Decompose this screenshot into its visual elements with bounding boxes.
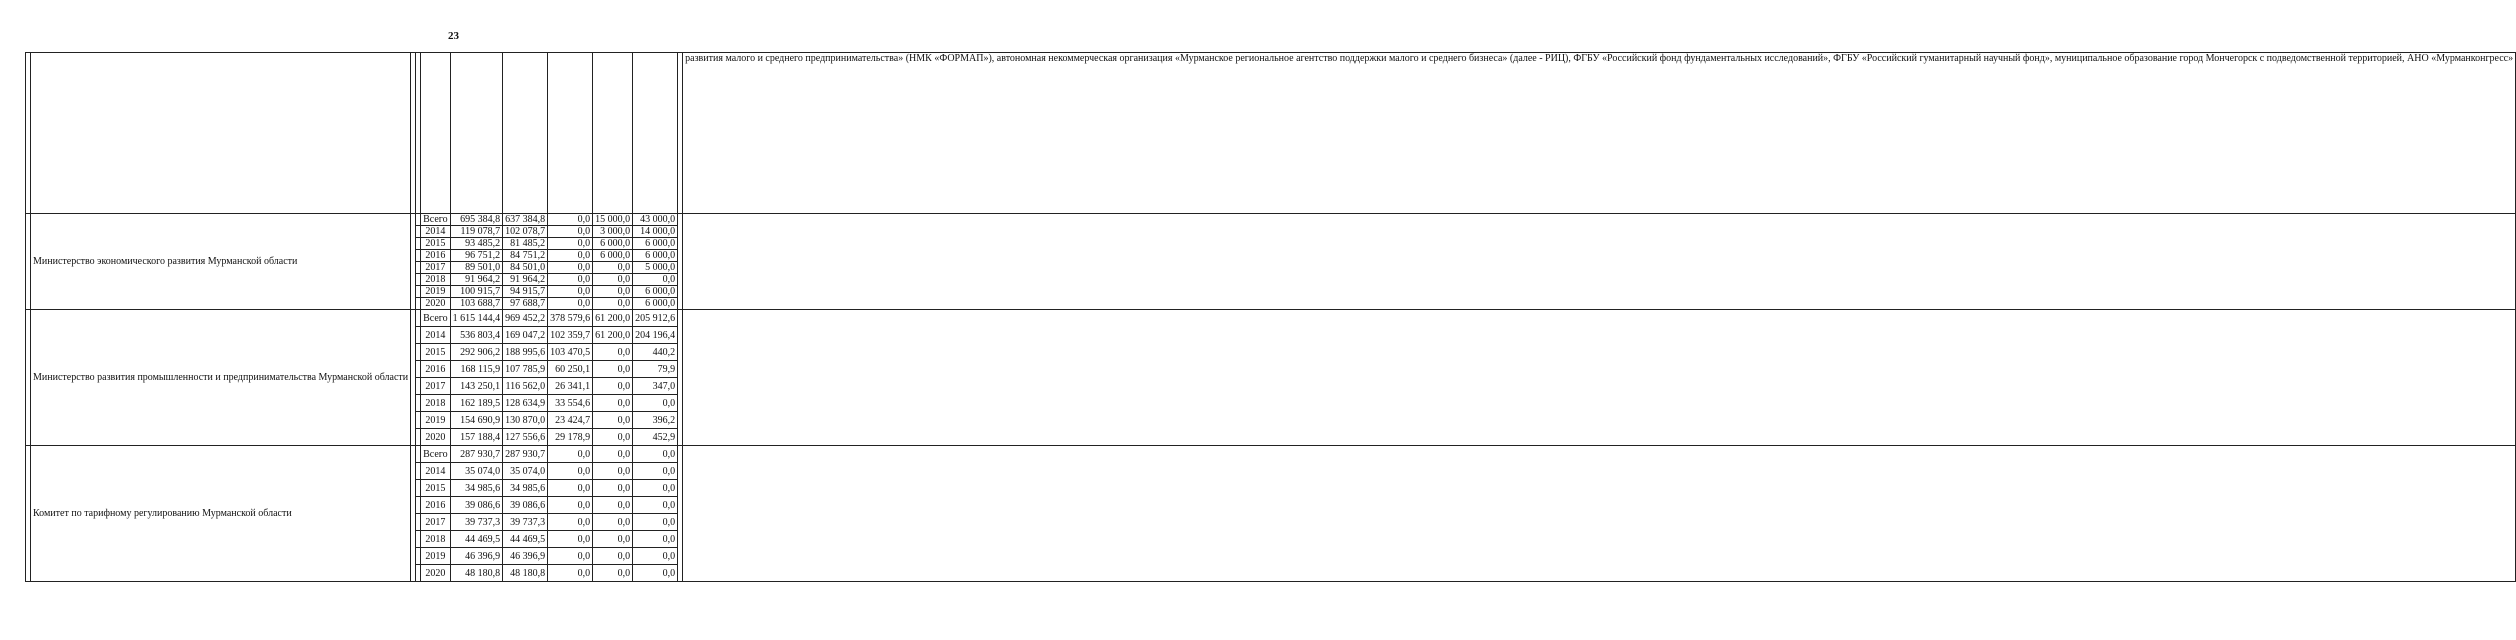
amount-cell: 0,0 (593, 480, 633, 497)
amount-cell: 0,0 (593, 446, 633, 463)
amount-cell: 0,0 (548, 238, 593, 250)
amount-cell: 61 200,0 (593, 310, 633, 327)
amount-cell: 0,0 (548, 250, 593, 262)
amount-cell: 154 690,9 (450, 412, 503, 429)
amount-cell: 79,9 (633, 361, 678, 378)
amount-cell: 969 452,2 (503, 310, 548, 327)
amount-cell: 6 000,0 (633, 250, 678, 262)
amount-cell: 61 200,0 (593, 327, 633, 344)
amount-cell: 0,0 (593, 412, 633, 429)
amount-cell: 48 180,8 (450, 565, 503, 582)
amount-cell: 0,0 (548, 565, 593, 582)
year-cell: 2017 (421, 378, 451, 395)
amount-cell: 169 047,2 (503, 327, 548, 344)
year-cell: 2014 (421, 327, 451, 344)
amount-cell: 48 180,8 (503, 565, 548, 582)
org-name: Комитет по тарифному регулированию Мурманской области (31, 446, 411, 582)
amount-cell: 44 469,5 (503, 531, 548, 548)
amount-cell: 0,0 (548, 262, 593, 274)
amount-cell: 205 912,6 (633, 310, 678, 327)
amount-cell: 637 384,8 (503, 214, 548, 226)
amount-cell: 128 634,9 (503, 395, 548, 412)
org-name: Министерство экономического развития Мурманской области (31, 214, 411, 310)
amount-cell: 84 751,2 (503, 250, 548, 262)
amount-cell: 0,0 (593, 531, 633, 548)
amount-cell: 378 579,6 (548, 310, 593, 327)
amount-cell: 43 000,0 (633, 214, 678, 226)
table-row (26, 446, 2516, 463)
amount-cell: 107 785,9 (503, 361, 548, 378)
amount-cell: 0,0 (548, 463, 593, 480)
amount-cell: 0,0 (548, 214, 593, 226)
year-cell: Всего (421, 214, 451, 226)
amount-cell: 0,0 (593, 497, 633, 514)
year-cell: 2019 (421, 286, 451, 298)
amount-cell: 204 196,4 (633, 327, 678, 344)
amount-cell: 84 501,0 (503, 262, 548, 274)
year-cell: 2020 (421, 429, 451, 446)
amount-cell: 143 250,1 (450, 378, 503, 395)
year-cell: 2015 (421, 344, 451, 361)
year-cell: 2014 (421, 226, 451, 238)
amount-cell: 29 178,9 (548, 429, 593, 446)
amount-cell: 0,0 (633, 565, 678, 582)
amount-cell: 396,2 (633, 412, 678, 429)
amount-cell: 89 501,0 (450, 262, 503, 274)
amount-cell: 168 115,9 (450, 361, 503, 378)
year-cell: 2016 (421, 361, 451, 378)
amount-cell: 0,0 (633, 395, 678, 412)
amount-cell: 0,0 (633, 514, 678, 531)
year-cell: 2018 (421, 395, 451, 412)
cell-empty (633, 53, 678, 214)
amount-cell: 0,0 (593, 395, 633, 412)
year-cell: Всего (421, 446, 451, 463)
org-name: Министерство развития промышленности и предпринимательства Мурманской области (31, 310, 411, 446)
amount-cell: 97 688,7 (503, 298, 548, 310)
table-row (26, 310, 2516, 327)
year-cell: 2018 (421, 274, 451, 286)
cell-empty (683, 446, 2516, 582)
year-cell: 2015 (421, 238, 451, 250)
cell-empty (421, 53, 451, 214)
amount-cell: 33 554,6 (548, 395, 593, 412)
amount-cell: 119 078,7 (450, 226, 503, 238)
table-body (26, 53, 2516, 582)
amount-cell: 44 469,5 (450, 531, 503, 548)
cell-empty (593, 53, 633, 214)
amount-cell: 0,0 (593, 514, 633, 531)
amount-cell: 287 930,7 (503, 446, 548, 463)
amount-cell: 0,0 (633, 463, 678, 480)
amount-cell: 347,0 (633, 378, 678, 395)
amount-cell: 103 688,7 (450, 298, 503, 310)
cell-empty (450, 53, 503, 214)
amount-cell: 6 000,0 (633, 286, 678, 298)
amount-cell: 0,0 (548, 480, 593, 497)
amount-cell: 0,0 (593, 378, 633, 395)
amount-cell: 5 000,0 (633, 262, 678, 274)
amount-cell: 46 396,9 (450, 548, 503, 565)
amount-cell: 0,0 (593, 429, 633, 446)
amount-cell: 292 906,2 (450, 344, 503, 361)
amount-cell: 3 000,0 (593, 226, 633, 238)
amount-cell: 39 086,6 (503, 497, 548, 514)
amount-cell: 93 485,2 (450, 238, 503, 250)
year-cell: Всего (421, 310, 451, 327)
year-cell: 2018 (421, 531, 451, 548)
page-number: 23 (448, 30, 459, 42)
amount-cell: 452,9 (633, 429, 678, 446)
amount-cell: 536 803,4 (450, 327, 503, 344)
amount-cell: 188 995,6 (503, 344, 548, 361)
amount-cell: 695 384,8 (450, 214, 503, 226)
year-cell: 2017 (421, 514, 451, 531)
amount-cell: 0,0 (593, 361, 633, 378)
amount-cell: 6 000,0 (593, 238, 633, 250)
amount-cell: 39 737,3 (503, 514, 548, 531)
amount-cell: 1 615 144,4 (450, 310, 503, 327)
amount-cell: 34 985,6 (503, 480, 548, 497)
year-cell: 2020 (421, 298, 451, 310)
amount-cell: 46 396,9 (503, 548, 548, 565)
amount-cell: 0,0 (633, 446, 678, 463)
year-cell: 2016 (421, 250, 451, 262)
amount-cell: 162 189,5 (450, 395, 503, 412)
amount-cell: 287 930,7 (450, 446, 503, 463)
amount-cell: 35 074,0 (503, 463, 548, 480)
amount-cell: 0,0 (548, 446, 593, 463)
amount-cell: 60 250,1 (548, 361, 593, 378)
amount-cell: 0,0 (548, 497, 593, 514)
amount-cell: 0,0 (548, 531, 593, 548)
amount-cell: 0,0 (593, 548, 633, 565)
year-cell: 2019 (421, 548, 451, 565)
amount-cell: 0,0 (593, 463, 633, 480)
amount-cell: 0,0 (593, 274, 633, 286)
amount-cell: 0,0 (593, 262, 633, 274)
year-cell: 2016 (421, 497, 451, 514)
amount-cell: 0,0 (593, 286, 633, 298)
continuation-row (26, 53, 2516, 214)
amount-cell: 102 078,7 (503, 226, 548, 238)
amount-cell: 6 000,0 (633, 238, 678, 250)
amount-cell: 0,0 (548, 514, 593, 531)
amount-cell: 0,0 (633, 274, 678, 286)
amount-cell: 0,0 (548, 548, 593, 565)
amount-cell: 0,0 (633, 548, 678, 565)
cell-empty (31, 53, 411, 214)
amount-cell: 116 562,0 (503, 378, 548, 395)
amount-cell: 127 556,6 (503, 429, 548, 446)
amount-cell: 94 915,7 (503, 286, 548, 298)
amount-cell: 39 737,3 (450, 514, 503, 531)
amount-cell: 100 915,7 (450, 286, 503, 298)
amount-cell: 15 000,0 (593, 214, 633, 226)
amount-cell: 91 964,2 (503, 274, 548, 286)
amount-cell: 0,0 (548, 274, 593, 286)
amount-cell: 34 985,6 (450, 480, 503, 497)
year-cell: 2017 (421, 262, 451, 274)
amount-cell: 157 188,4 (450, 429, 503, 446)
amount-cell: 26 341,1 (548, 378, 593, 395)
amount-cell: 103 470,5 (548, 344, 593, 361)
amount-cell: 96 751,2 (450, 250, 503, 262)
amount-cell: 81 485,2 (503, 238, 548, 250)
amount-cell: 91 964,2 (450, 274, 503, 286)
amount-cell: 6 000,0 (593, 250, 633, 262)
amount-cell: 130 870,0 (503, 412, 548, 429)
amount-cell: 102 359,7 (548, 327, 593, 344)
amount-cell: 6 000,0 (633, 298, 678, 310)
year-cell: 2014 (421, 463, 451, 480)
amount-cell: 0,0 (548, 226, 593, 238)
amount-cell: 0,0 (633, 531, 678, 548)
amount-cell: 0,0 (633, 480, 678, 497)
amount-cell: 0,0 (593, 565, 633, 582)
cell-empty (683, 310, 2516, 446)
amount-cell: 0,0 (548, 286, 593, 298)
amount-cell: 39 086,6 (450, 497, 503, 514)
cell-empty (548, 53, 593, 214)
year-cell: 2020 (421, 565, 451, 582)
year-cell: 2015 (421, 480, 451, 497)
continuation-note: развития малого и среднего предпринимательства» (НМК «ФОРМАП»), автономная некоммерческая организация «Мурманское региональное агентство поддержки малого и среднего бизнеса» (далее - РИЦ), ФГБУ «Российский фонд фундаментальных исследований», ФГБУ «Российский гуманитарный научный фонд», муниципальное образование город Мончегорск с подведомственной территорией, АНО «Мурманконгресс» (683, 53, 2516, 214)
amount-cell: 35 074,0 (450, 463, 503, 480)
cell-empty (683, 214, 2516, 310)
amount-cell: 0,0 (548, 298, 593, 310)
amount-cell: 0,0 (633, 497, 678, 514)
amount-cell: 23 424,7 (548, 412, 593, 429)
amount-cell: 0,0 (593, 344, 633, 361)
budget-table (25, 52, 2516, 582)
amount-cell: 440,2 (633, 344, 678, 361)
table-row (26, 214, 2516, 226)
year-cell: 2019 (421, 412, 451, 429)
amount-cell: 0,0 (593, 298, 633, 310)
amount-cell: 14 000,0 (633, 226, 678, 238)
cell-empty (503, 53, 548, 214)
